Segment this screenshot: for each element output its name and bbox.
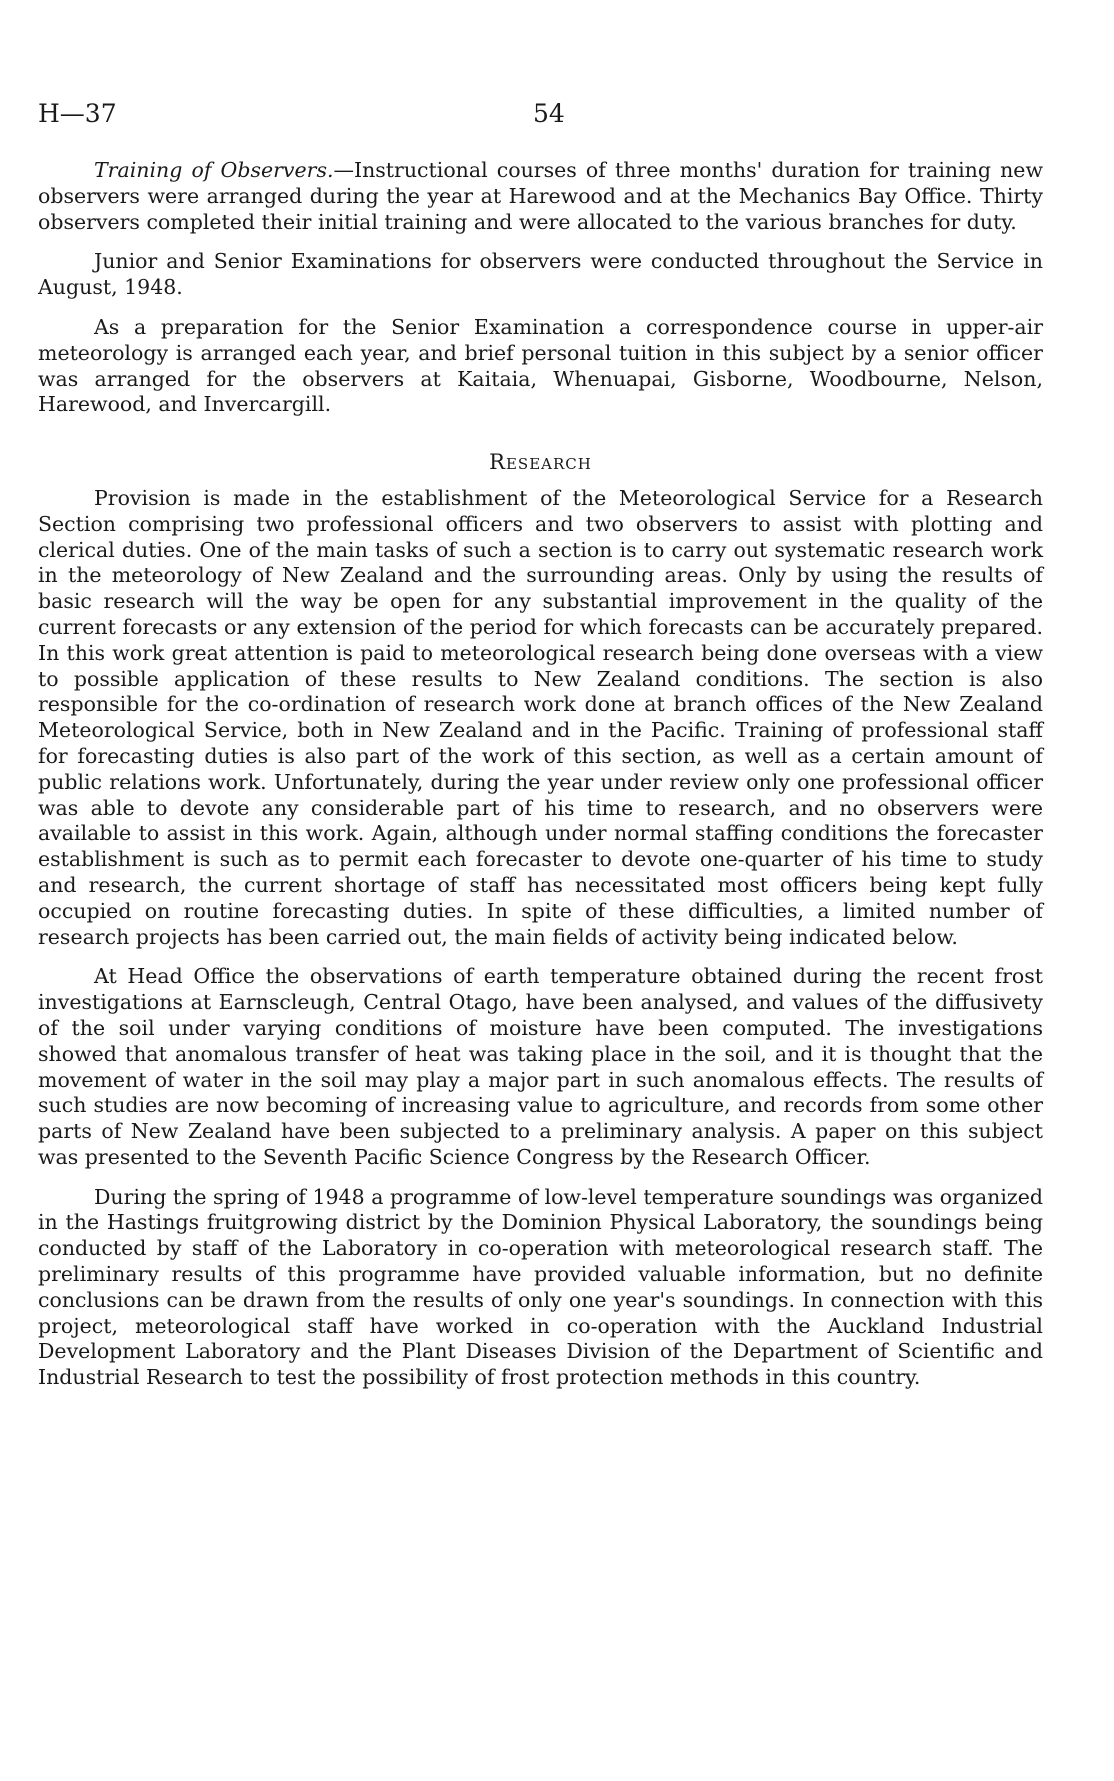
research-paragraph-2: At Head Office the observations of earth temperature obtained during the recent frost investigations at Earnscleugh, Central Otago, have been analysed, and values of the diffusivety of the soil under varying conditions of moisture have been computed. The investigations showed that anomalous transfer of heat was taking place in the soil, and it is thought that the movement of water in the soil may play a major part in such anomalous effects. The results of such studies are now becoming of increasing value to agriculture, and records from some other parts of New Zealand have been subjected to a preliminary analysis. A paper on this subject was presented to the Seventh Pacific Science Congress by the Research Officer. — [38, 964, 1043, 1169]
research-paragraph-3: During the spring of 1948 a programme of low-level temperature soundings was organized in the Hastings fruitgrowing district by the Dominion Physical Laboratory, the soundings being conducted by staff of the Laboratory in co-operation with meteorological research staff. The preliminary results of this programme have provided valuable information, but no definite conclusions can be drawn from the results of only one year's soundings. In connection with this project, meteorological staff have worked in co-operation with the Auckland Industrial Development Laboratory and the Plant Diseases Division of the Department of Scientific and Industrial Research to test the possibility of frost protection methods in this country. — [38, 1184, 1043, 1390]
training-run-in-title: Training of Observers. — [94, 158, 334, 182]
training-paragraph-2: Junior and Senior Examinations for observers were conducted throughout the Service in August, 1948. — [38, 249, 1043, 300]
page-number: 54 — [533, 99, 565, 128]
research-paragraph-1: Provision is made in the establishment of the Meteorological Service for a Research Section comprising two professional officers and two observers to assist with plotting and clerical duties. One of the main tasks of such a section is to carry out systematic research work in the meteorology of New Zealand and the surrounding areas. Only by using the results of basic research will the way be open for any substantial improvement in the quality of the current forecasts or any extension of the period for which forecasts can be accurately prepared. In this work great attention is paid to meteorological research being done overseas with a view to possible application of these results to New Zealand conditions. The section is also responsible for the co-ordination of research work done at branch offices of the New Zealand Meteorological Service, both in New Zealand and in the Pacific. Training of professional staff for forecasting duties is also part of the work of this section, as well as a certain amount of public relations work. Unfortunately, during the year under review only one professional officer was able to devote any considerable part of his time to research, and no observers were available to assist in this work. Again, although under normal staffing conditions the forecaster establishment is such as to permit each forecaster to devote one-quarter of his time to study and research, the current shortage of staff has necessitated most officers being kept fully occupied on routine forecasting duties. In spite of these difficulties, a limited number of research projects has been carried out, the main fields of activity being indicated below. — [38, 485, 1043, 949]
training-paragraph-3: As a preparation for the Senior Examination a correspondence course in upper-air meteorology is arranged each year, and brief personal tuition in this subject by a senior officer was arranged for the observers at Kaitaia, Whenuapai, Gisborne, Woodbourne, Nelson, Harewood, and Invercargill. — [38, 314, 1043, 417]
training-paragraph-1 — [38, 158, 1043, 235]
research-heading: Research — [489, 450, 592, 475]
page-header — [38, 98, 1038, 130]
training-paragraph-1-text: —Instructional courses of three months' duration for training new observers were arranged during the year at Harewood and at the Mechanics Bay Office. Thirty observers completed their initial training and were allocated to the various branches for duty. — [38, 158, 1043, 234]
document-id: H—37 — [38, 99, 117, 128]
body-text — [38, 158, 1043, 1405]
